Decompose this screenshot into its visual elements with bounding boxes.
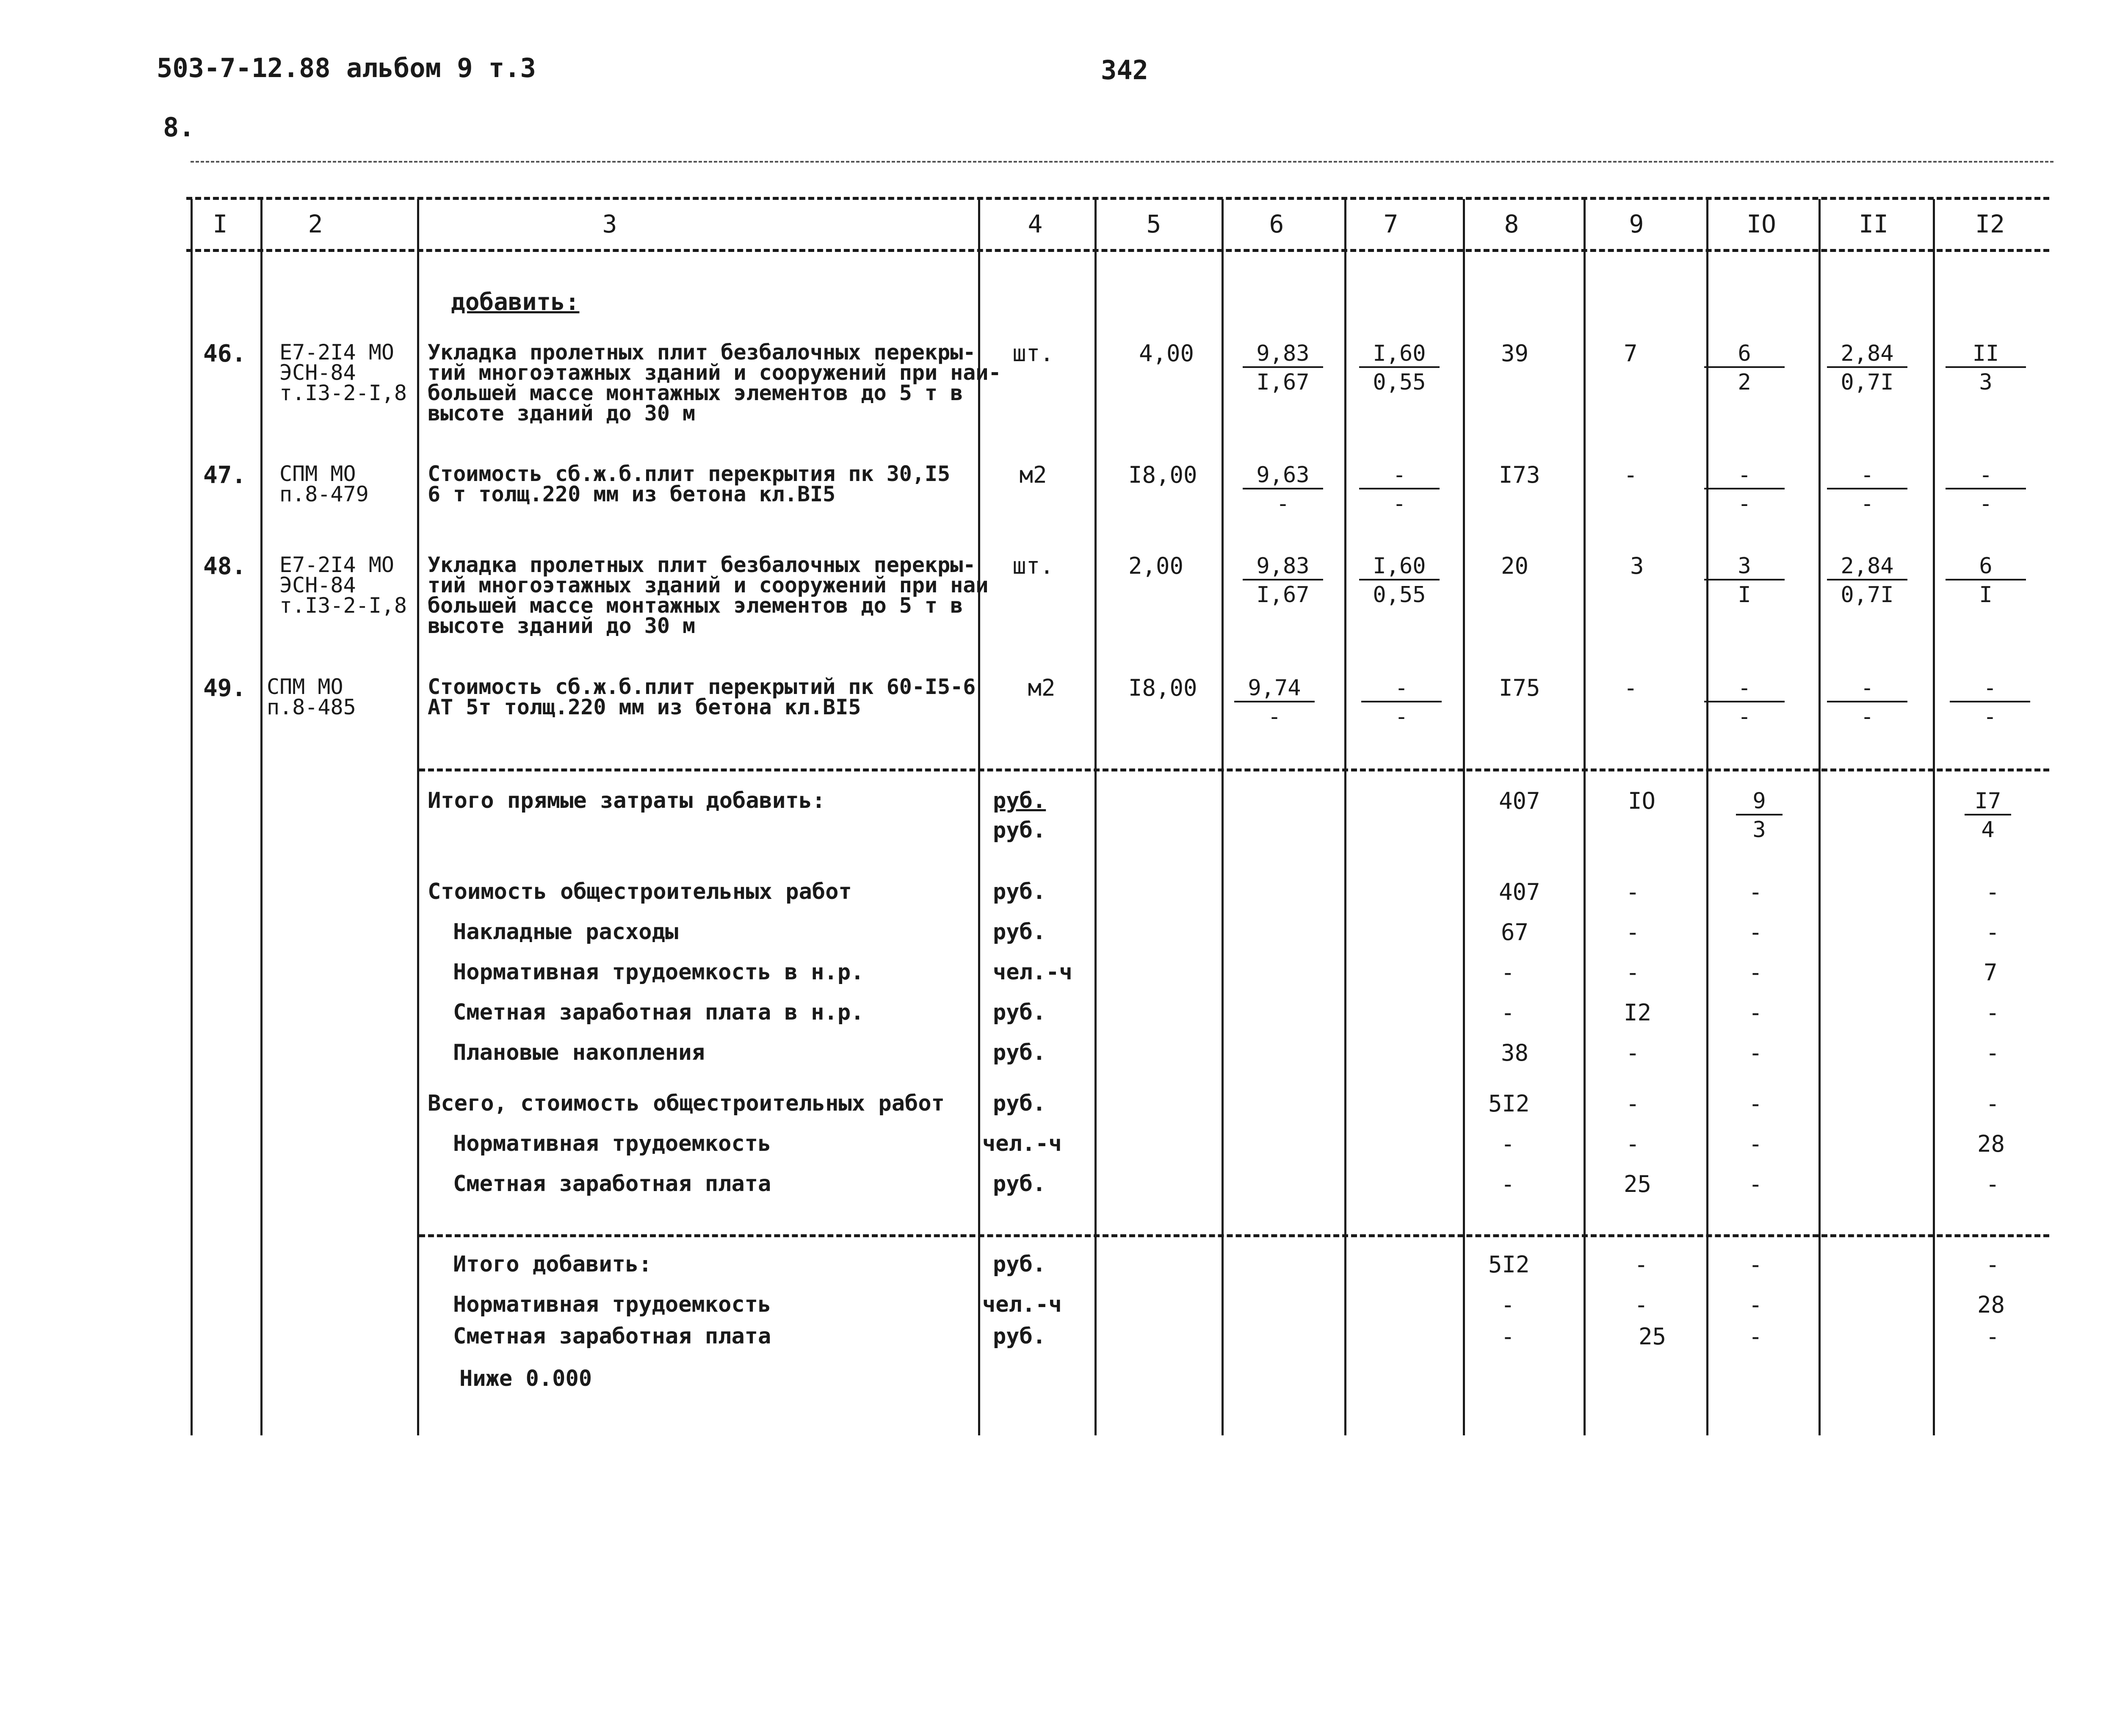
column-header-9: 9: [1629, 210, 1644, 238]
footer-note: Ниже 0.000: [459, 1366, 592, 1391]
row-number: 49.: [203, 674, 246, 702]
section-number: 8.: [163, 112, 195, 143]
direct-costs-col10: $\frac{9}{3}$: [1736, 788, 1783, 841]
column-border-7: [1344, 199, 1346, 1435]
total-separator: [419, 1234, 2049, 1237]
unit: м2: [1028, 674, 1056, 701]
column-header-2: 2: [308, 210, 323, 238]
total-col12: 28: [1977, 1291, 2005, 1318]
column-border-2: [260, 199, 263, 1435]
summary-col9: I2: [1624, 999, 1652, 1026]
summary-col12: 7: [1984, 959, 1998, 986]
col12-fraction: $\frac{6}{I}$: [1946, 553, 2026, 606]
page-number: 342: [1101, 55, 1148, 86]
add-section-title: добавить:: [451, 288, 580, 316]
header-bottom-border: [186, 249, 2049, 252]
col11-fraction: $\frac{2,84}{0,7I}$: [1827, 553, 1907, 606]
total-cost: 39: [1501, 340, 1529, 367]
total-cost: 20: [1501, 553, 1529, 579]
work-description: Укладка пролетных плит безбалочных перекры- тий многоэтажных зданий и сооружений при наи- большей массе монтажных элементов до 5 т в высоте зданий до 30 м: [428, 340, 1001, 426]
column-border-1: [191, 199, 193, 1435]
summary-col12: 28: [1977, 1131, 2005, 1157]
total-col8: -: [1501, 1291, 1515, 1318]
summary-col9: 25: [1624, 1171, 1652, 1197]
total-col10: -: [1749, 1251, 1763, 1278]
total-wage: 7: [1624, 340, 1638, 367]
summary-col8: -: [1501, 1131, 1515, 1157]
total-label: Сметная заработная плата: [453, 1324, 771, 1349]
summary-label: Плановые накопления: [453, 1040, 705, 1065]
total-col9: -: [1634, 1251, 1648, 1278]
unit: м2: [1019, 462, 1047, 488]
summary-label: Нормативная трудоемкость в н.р.: [453, 959, 864, 985]
col11-fraction: $\frac{2,84}{0,7I}$: [1827, 341, 1907, 393]
summary-col9: -: [1626, 879, 1640, 905]
subtotal-separator: [419, 768, 2049, 771]
work-description: Укладка пролетных плит безбалочных перекры- тий многоэтажных зданий и сооружений при наи большей массе монтажных элементов до 5 т в высоте зданий до 30 м: [428, 553, 989, 638]
work-description: Стоимость сб.ж.б.плит перекрытий пк 60-I5-6 АТ 5т толщ.220 мм из бетона кл.BI5: [428, 674, 976, 719]
column-header-12: I2: [1975, 210, 2005, 238]
column-border-6: [1222, 199, 1224, 1435]
summary-unit: руб.: [993, 1000, 1046, 1025]
summary-col10: -: [1749, 959, 1763, 986]
norm-code: Е7-2I4 МО ЭСН-84 т.I3-2-I,8: [279, 340, 407, 405]
summary-col10: -: [1749, 1039, 1763, 1066]
summary-col10: -: [1749, 1171, 1763, 1197]
total-col12: -: [1986, 1251, 2000, 1278]
column-header-7: 7: [1383, 210, 1398, 238]
summary-col10: -: [1749, 999, 1763, 1026]
quantity: I8,00: [1128, 674, 1197, 701]
norm-code: СПМ МО п.8-479: [279, 462, 369, 506]
col10-fraction: $\frac{3}{I}$: [1704, 553, 1785, 606]
summary-col9: -: [1626, 1039, 1640, 1066]
table-top-border: [186, 197, 2049, 200]
summary-col8: 5I2: [1488, 1090, 1530, 1117]
row-number: 46.: [203, 340, 246, 368]
column-border-5: [1094, 199, 1097, 1435]
total-col10: -: [1749, 1291, 1763, 1318]
column-header-4: 4: [1028, 210, 1043, 238]
direct-costs-label: Итого прямые затраты добавить:: [428, 788, 826, 813]
col11-fraction: - -: [1827, 462, 1907, 515]
summary-unit: руб.: [993, 1091, 1046, 1116]
row-number: 48.: [203, 553, 246, 580]
direct-costs-wage: IO: [1628, 788, 1656, 814]
summary-col8: 67: [1501, 919, 1529, 945]
total-label: Итого добавить:: [453, 1252, 652, 1277]
wage-cost-fraction: - -: [1361, 675, 1442, 728]
total-wage: -: [1624, 462, 1638, 488]
total-col12: -: [1986, 1323, 2000, 1350]
column-header-8: 8: [1504, 210, 1519, 238]
direct-costs-unit-top: руб.: [993, 788, 1046, 813]
summary-col12: -: [1986, 879, 2000, 905]
summary-col8: 407: [1499, 879, 1540, 905]
summary-label: Накладные расходы: [453, 919, 679, 945]
column-header-6: 6: [1269, 210, 1284, 238]
unit-cost-fraction: $\frac{9,83}{I,67}$: [1243, 553, 1323, 606]
column-border-8: [1463, 199, 1465, 1435]
unit-cost-fraction: $\frac{9,83}{I,67}$: [1243, 341, 1323, 393]
summary-col12: -: [1986, 999, 2000, 1026]
column-header-10: IO: [1747, 210, 1776, 238]
wage-cost-fraction: $\frac{I,60}{0,55}$: [1359, 553, 1440, 606]
unit-cost-fraction: 9,74 -: [1234, 675, 1315, 728]
summary-unit: руб.: [993, 879, 1046, 904]
total-unit: руб.: [993, 1324, 1046, 1349]
summary-col10: -: [1749, 1131, 1763, 1157]
column-header-1: I: [213, 210, 228, 238]
total-col8: 5I2: [1488, 1251, 1530, 1278]
summary-col9: -: [1626, 1131, 1640, 1157]
summary-unit: руб.: [993, 1040, 1046, 1065]
summary-label: Всего, стоимость общестроительных работ: [428, 1091, 945, 1116]
col10-fraction: - -: [1704, 675, 1785, 728]
summary-col12: -: [1986, 1090, 2000, 1117]
summary-col8: -: [1501, 1171, 1515, 1197]
summary-unit: руб.: [993, 919, 1046, 945]
summary-label: Стоимость общестроительных работ: [428, 879, 852, 904]
summary-col12: -: [1986, 1039, 2000, 1066]
summary-col10: -: [1749, 1090, 1763, 1117]
total-col10: -: [1749, 1323, 1763, 1350]
work-description: Стоимость сб.ж.б.плит перекрытия пк 30,I5 6 т толщ.220 мм из бетона кл.BI5: [428, 462, 951, 506]
col10-fraction: $\frac{6}{2}$: [1704, 341, 1785, 393]
total-col9: 25: [1639, 1323, 1667, 1350]
col12-fraction: - -: [1950, 675, 2030, 728]
direct-costs-total: 407: [1499, 788, 1540, 814]
quantity: I8,00: [1128, 462, 1197, 488]
direct-costs-unit-bottom: руб.: [993, 818, 1046, 843]
total-label: Нормативная трудоемкость: [453, 1292, 771, 1317]
unit: шт.: [1012, 340, 1054, 367]
norm-code: Е7-2I4 МО ЭСН-84 т.I3-2-I,8: [279, 553, 407, 618]
total-wage: 3: [1630, 553, 1644, 579]
column-border-11: [1819, 199, 1821, 1435]
summary-col12: -: [1986, 919, 2000, 945]
col12-fraction: - -: [1946, 462, 2026, 515]
total-col8: -: [1501, 1323, 1515, 1350]
column-border-3: [417, 199, 419, 1435]
col11-fraction: - -: [1827, 675, 1907, 728]
column-header-11: II: [1859, 210, 1888, 238]
total-cost: I75: [1499, 674, 1540, 701]
total-wage: -: [1624, 674, 1638, 701]
summary-col10: -: [1749, 919, 1763, 945]
summary-label: Сметная заработная плата: [453, 1171, 771, 1197]
column-header-5: 5: [1146, 210, 1161, 238]
summary-unit: чел.-ч: [993, 959, 1072, 985]
summary-unit: руб.: [993, 1171, 1046, 1197]
col10-fraction: - -: [1704, 462, 1785, 515]
summary-col8: 38: [1501, 1039, 1529, 1066]
row-number: 47.: [203, 462, 246, 489]
quantity: 4,00: [1139, 340, 1194, 367]
total-cost: I73: [1499, 462, 1540, 488]
document-reference: 503-7-12.88 альбом 9 т.3: [157, 53, 536, 83]
summary-label: Нормативная трудоемкость: [453, 1131, 771, 1156]
direct-costs-col12: $\frac{I7}{4}$: [1965, 788, 2011, 841]
summary-col9: -: [1626, 919, 1640, 945]
summary-col8: -: [1501, 959, 1515, 986]
summary-col10: -: [1749, 879, 1763, 905]
wage-cost-fraction: - -: [1359, 462, 1440, 515]
summary-col9: -: [1626, 959, 1640, 986]
summary-col8: -: [1501, 999, 1515, 1026]
top-dashed-rule: [191, 161, 2053, 163]
total-col9: -: [1634, 1291, 1648, 1318]
column-border-12: [1933, 199, 1935, 1435]
column-header-3: 3: [602, 210, 617, 238]
summary-unit: чел.-ч: [982, 1131, 1062, 1156]
summary-col12: -: [1986, 1171, 2000, 1197]
wage-cost-fraction: $\frac{I,60}{0,55}$: [1359, 341, 1440, 393]
column-border-9: [1584, 199, 1586, 1435]
total-unit: чел.-ч: [982, 1292, 1062, 1317]
col12-fraction: $\frac{II}{3}$: [1946, 341, 2026, 393]
quantity: 2,00: [1128, 553, 1184, 579]
norm-code: СПМ МО п.8-485: [267, 674, 356, 719]
unit-cost-fraction: 9,63 -: [1243, 462, 1323, 515]
summary-label: Сметная заработная плата в н.р.: [453, 1000, 864, 1025]
summary-col9: -: [1626, 1090, 1640, 1117]
total-unit: руб.: [993, 1252, 1046, 1277]
unit: шт.: [1012, 553, 1054, 579]
